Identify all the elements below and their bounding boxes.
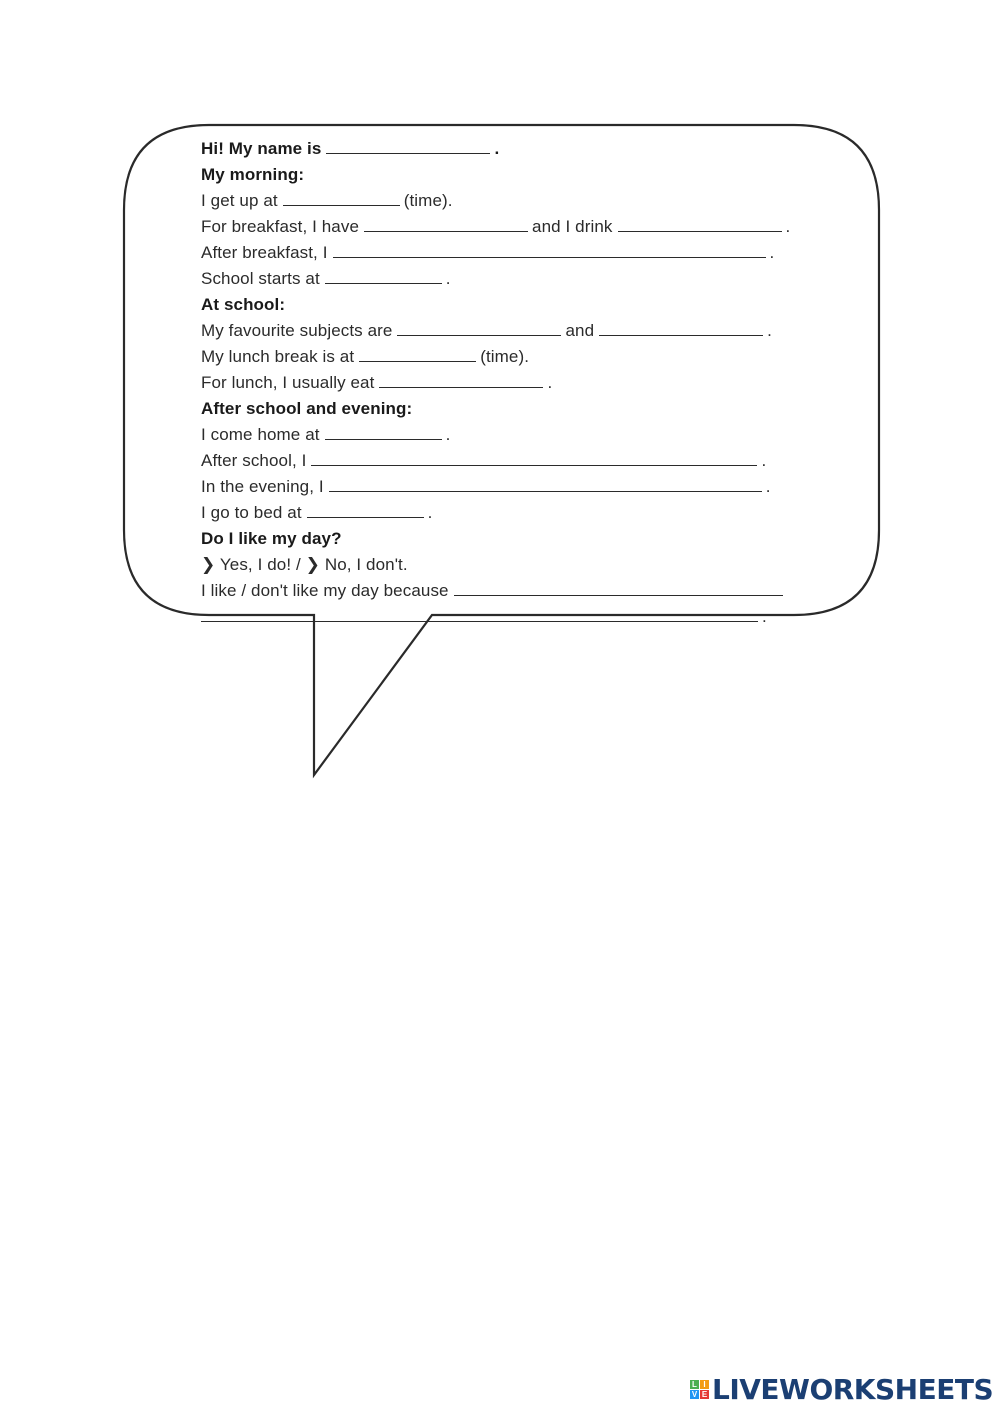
lunch-break-blank[interactable]	[359, 347, 476, 362]
get-up-suffix: (time).	[403, 191, 453, 210]
lunch-break-suffix: (time).	[480, 347, 530, 366]
after-breakfast-line	[201, 240, 821, 266]
bed-label: I go to bed at	[201, 503, 302, 522]
evening-line	[201, 474, 821, 500]
evening-label: In the evening, I	[201, 477, 324, 496]
get-up-line	[201, 188, 821, 214]
because-line	[201, 578, 821, 604]
lunch-period: .	[547, 373, 553, 392]
subjects-and: and	[565, 321, 595, 340]
come-home-blank[interactable]	[325, 425, 442, 440]
no-option[interactable]: No, I don't.	[324, 555, 408, 574]
school-heading: At school:	[201, 295, 286, 314]
like-heading: Do I like my day?	[201, 529, 342, 548]
after-breakfast-blank[interactable]	[333, 243, 766, 258]
breakfast-drink-blank[interactable]	[618, 217, 782, 232]
after-school-blank[interactable]	[311, 451, 757, 466]
worksheet-text	[201, 136, 821, 630]
lunch-line	[201, 370, 821, 396]
subjects-label: My favourite subjects are	[201, 321, 393, 340]
liveworksheets-mark-icon	[690, 1380, 709, 1399]
evening-blank[interactable]	[329, 477, 762, 492]
breakfast-food-blank[interactable]	[364, 217, 528, 232]
breakfast-drink-label: and I drink	[532, 217, 613, 236]
mark-letter: V	[691, 1389, 698, 1399]
breakfast-line	[201, 214, 821, 240]
because-label: I like / don't like my day because	[201, 581, 449, 600]
bed-time-blank[interactable]	[307, 503, 424, 518]
yes-option[interactable]: Yes, I do! /	[219, 555, 301, 574]
bed-line	[201, 500, 821, 526]
because-continuation-blank[interactable]	[201, 607, 758, 622]
subject-one-blank[interactable]	[397, 321, 561, 336]
school-starts-line	[201, 266, 821, 292]
come-home-label: I come home at	[201, 425, 320, 444]
subjects-period: .	[767, 321, 772, 340]
breakfast-label: For breakfast, I have	[201, 217, 360, 236]
school-starts-label: School starts at	[201, 269, 320, 288]
no-arrow-icon[interactable]: ❯	[305, 555, 320, 574]
lunch-break-line	[201, 344, 821, 370]
yes-arrow-icon[interactable]: ❯	[201, 555, 216, 574]
school-starts-period: .	[445, 269, 451, 288]
bed-period: .	[427, 503, 433, 522]
mark-letter: L	[690, 1380, 699, 1389]
morning-heading: My morning:	[201, 165, 305, 184]
after-school-period: .	[761, 451, 767, 470]
breakfast-period: .	[785, 217, 791, 236]
brand-name: LIVEWORKSHEETS	[712, 1372, 994, 1406]
evening-heading: After school and evening:	[201, 399, 413, 418]
school-starts-blank[interactable]	[325, 269, 442, 284]
after-school-line	[201, 448, 821, 474]
mark-letter: I	[700, 1380, 709, 1389]
get-up-time-blank[interactable]	[283, 191, 400, 206]
name-blank[interactable]	[326, 139, 490, 154]
lunch-blank[interactable]	[379, 373, 543, 388]
get-up-label: I get up at	[201, 191, 278, 210]
intro-label: Hi! My name is	[201, 139, 322, 158]
intro-period: .	[494, 139, 500, 158]
because-continuation-line	[201, 604, 821, 630]
come-home-period: .	[445, 425, 451, 444]
after-breakfast-period: .	[769, 243, 775, 262]
because-period: .	[762, 607, 767, 626]
choice-line	[201, 552, 821, 578]
because-blank[interactable]	[454, 581, 783, 596]
liveworksheets-logo	[690, 1371, 993, 1407]
after-breakfast-label: After breakfast, I	[201, 243, 328, 262]
lunch-break-label: My lunch break is at	[201, 347, 355, 366]
intro-line	[201, 136, 821, 162]
come-home-line	[201, 422, 821, 448]
lunch-label: For lunch, I usually eat	[201, 373, 375, 392]
subjects-line	[201, 318, 821, 344]
after-school-label: After school, I	[201, 451, 307, 470]
subject-two-blank[interactable]	[599, 321, 763, 336]
mark-letter: E	[701, 1389, 708, 1399]
evening-period: .	[765, 477, 771, 496]
